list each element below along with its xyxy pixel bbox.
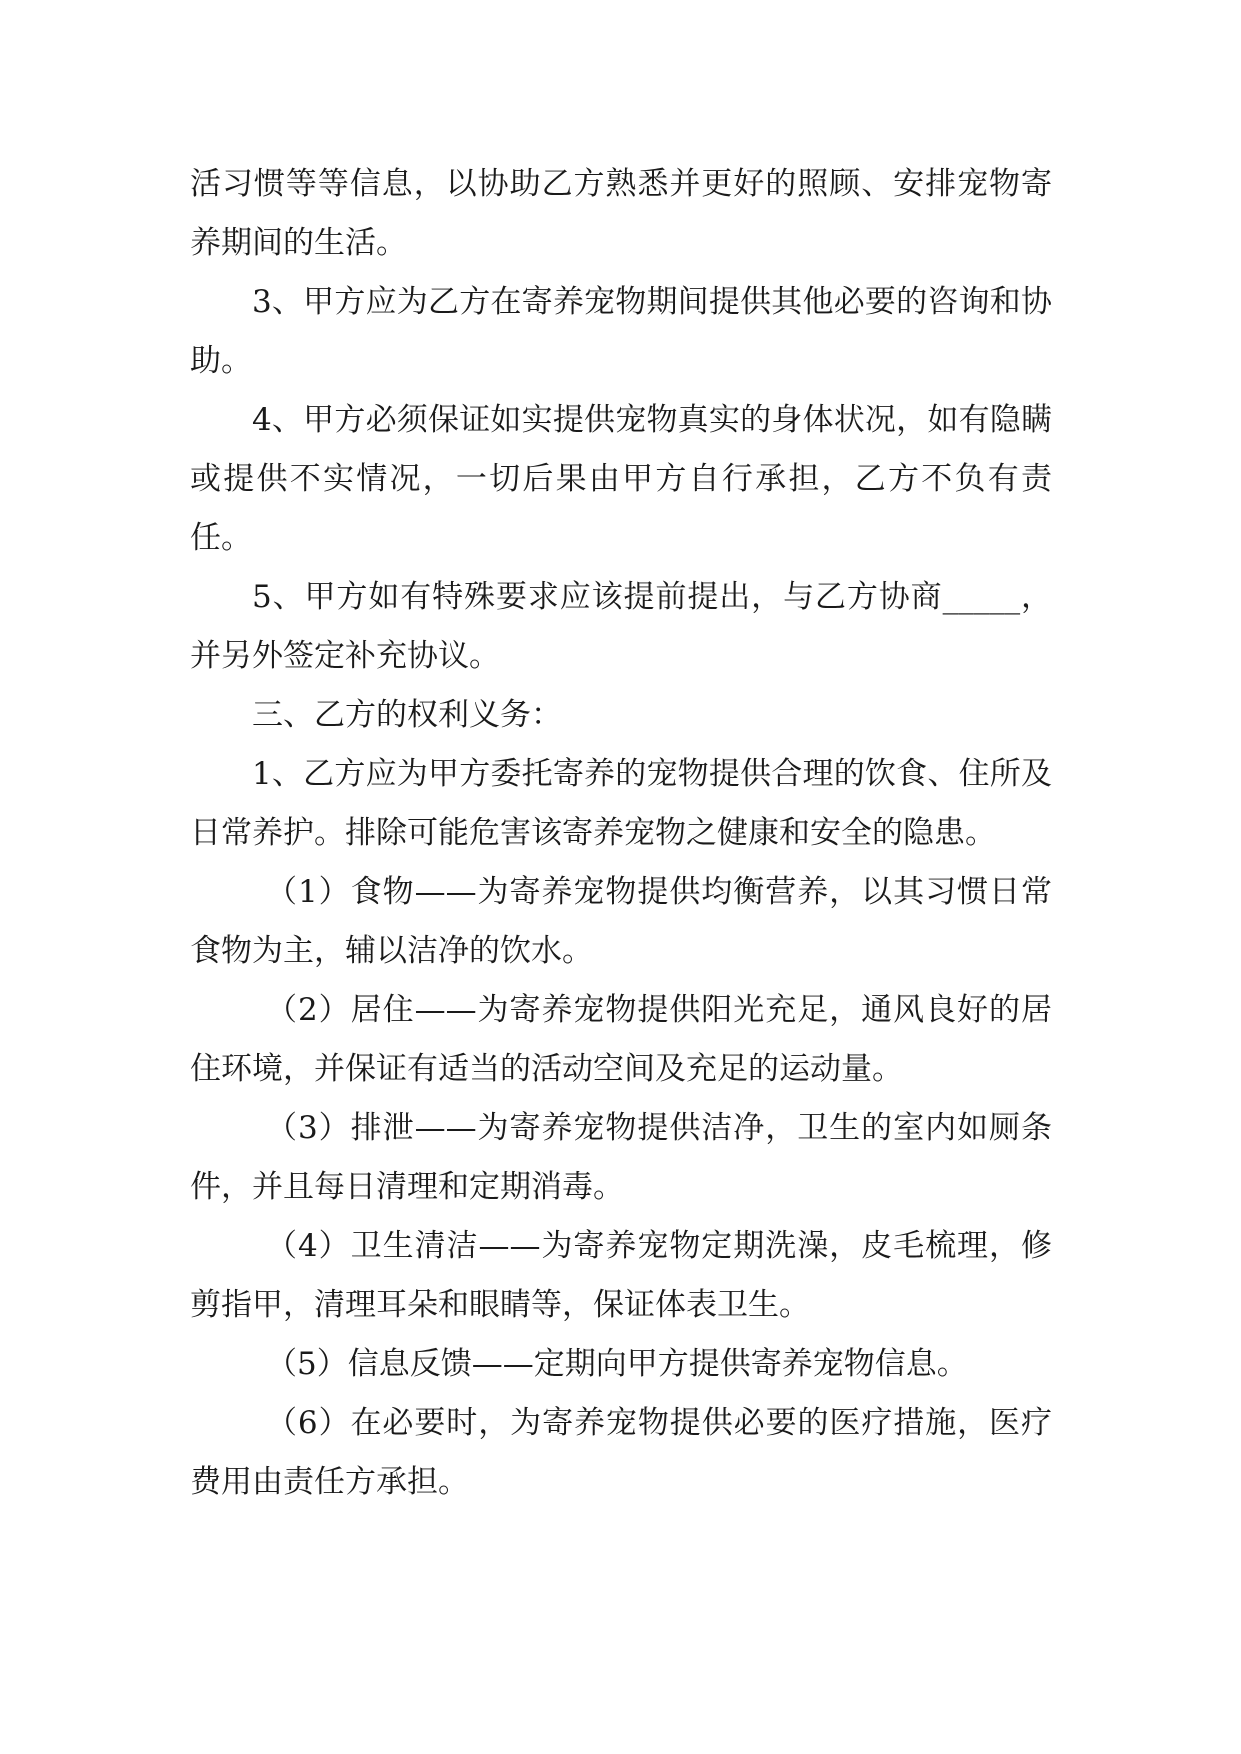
paragraph-item-medical: （6）在必要时，为寄养宠物提供必要的医疗措施，医疗费用由责任方承担。 (190, 1405, 1052, 1500)
paragraph-item-excretion: （3）排泄——为寄养宠物提供洁净，卫生的室内如厕条件，并且每日清理和定期消毒。 (190, 1110, 1052, 1205)
paragraph-item-food: （1）食物——为寄养宠物提供均衡营养，以其习惯日常食物为主，辅以洁净的饮水。 (190, 874, 1052, 969)
paragraph-item-feedback: （5）信息反馈——定期向甲方提供寄养宠物信息。 (266, 1346, 968, 1382)
paragraph-clause-4: 4、甲方必须保证如实提供宠物真实的身体状况，如有隐瞒或提供不实情况，一切后果由甲方自行承担，乙方不负有责任。 (190, 402, 1052, 556)
paragraph-clause-5: 5、甲方如有特殊要求应该提前提出，与乙方协商_____，并另外签定补充协议。 (190, 579, 1052, 674)
paragraph-item-hygiene: （4）卫生清洁——为寄养宠物定期洗澡，皮毛梳理，修剪指甲，清理耳朵和眼睛等，保证体表卫生。 (190, 1228, 1052, 1323)
paragraph-item-housing: （2）居住——为寄养宠物提供阳光充足，通风良好的居住环境，并保证有适当的活动空间及充足的运动量。 (190, 992, 1052, 1087)
section-heading-party-b: 三、乙方的权利义务： (252, 697, 562, 733)
contract-body (190, 155, 1052, 1512)
paragraph-clause-3: 3、甲方应为乙方在寄养宠物期间提供其他必要的咨询和协助。 (190, 284, 1052, 379)
paragraph-continuation: 活习惯等等信息，以协助乙方熟悉并更好的照顾、安排宠物寄养期间的生活。 (190, 166, 1052, 261)
paragraph-party-b-clause-1: 1、乙方应为甲方委托寄养的宠物提供合理的饮食、住所及日常养护。排除可能危害该寄养宠物之健康和安全的隐患。 (190, 756, 1052, 851)
